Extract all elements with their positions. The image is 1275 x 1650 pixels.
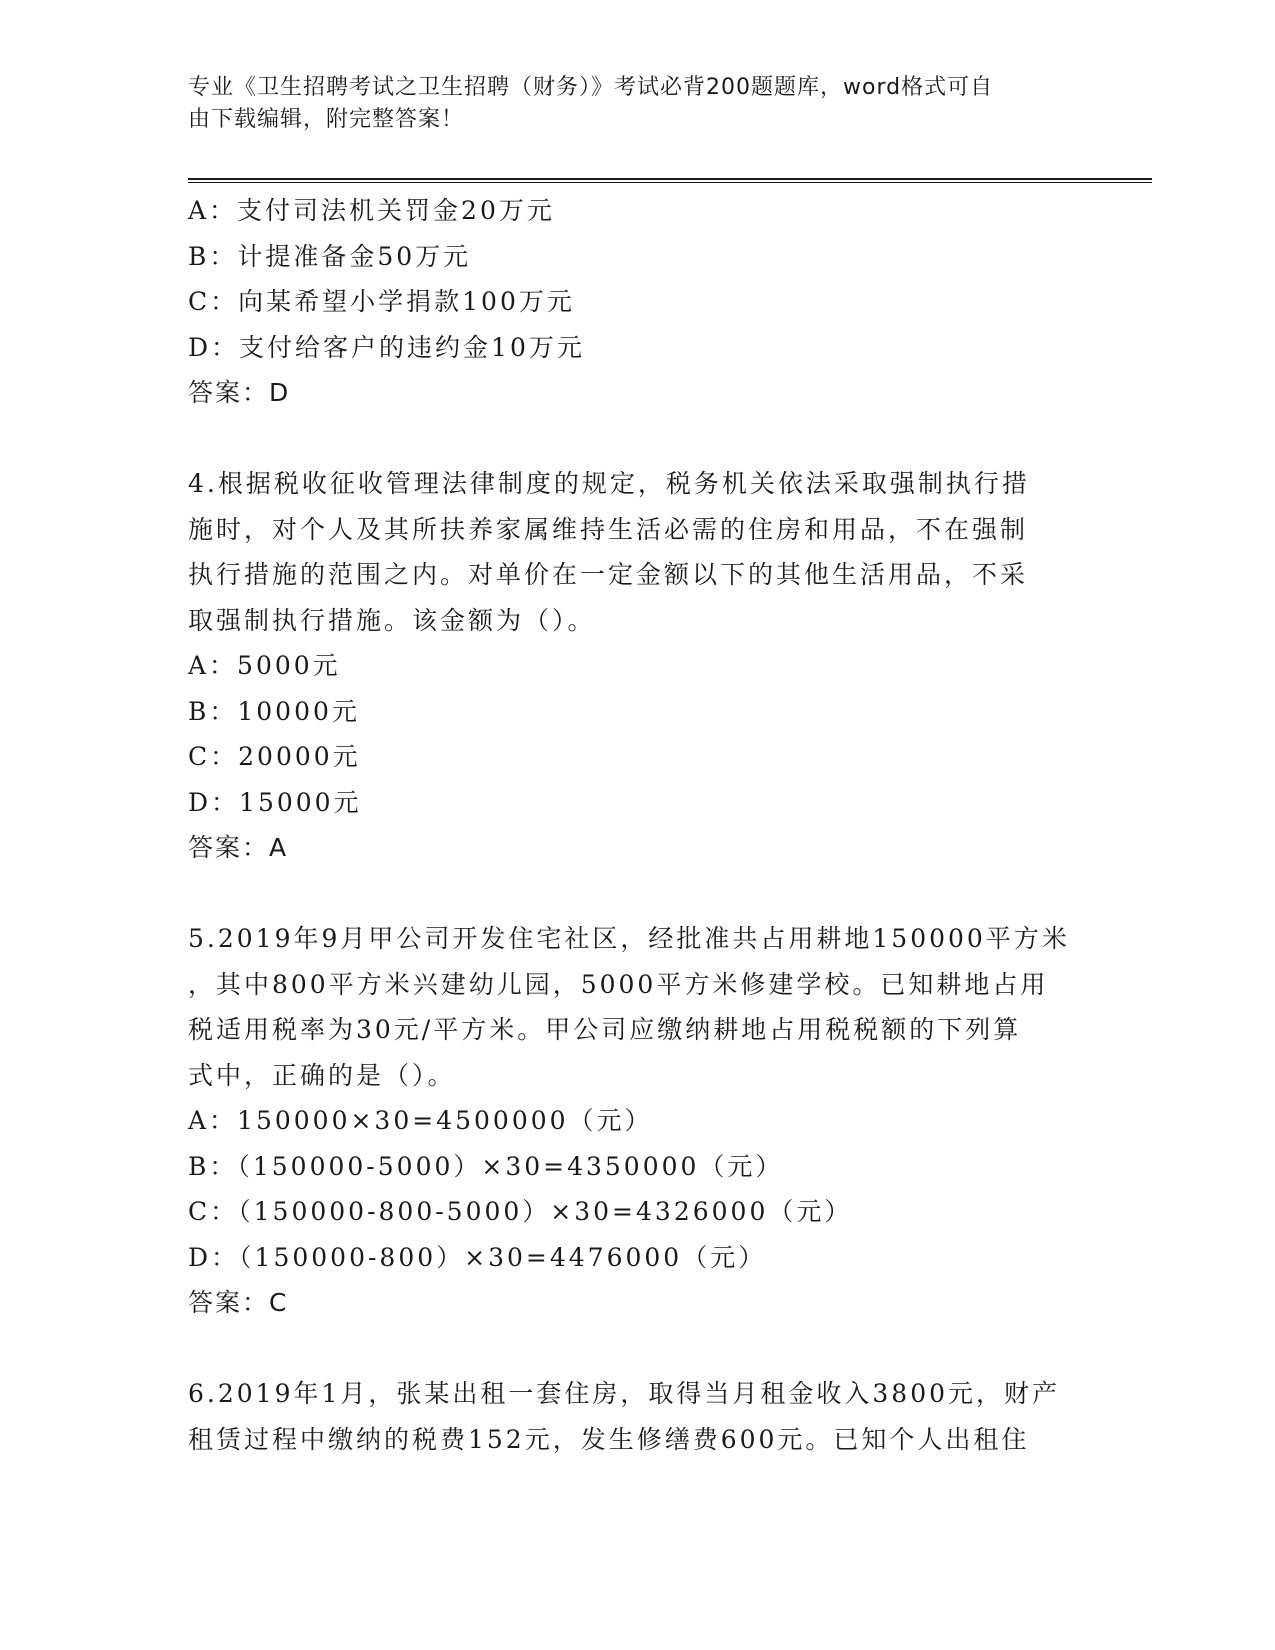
q4-stem-line-1: 4.根据税收征收管理法律制度的规定，税务机关依法采取强制执行措 xyxy=(188,469,1030,498)
q4-answer: 答案：A xyxy=(188,833,289,862)
header-divider xyxy=(188,178,1152,183)
q6-stem-line-1: 6.2019年1月，张某出租一套住房，取得当月租金收入3800元，财产 xyxy=(188,1379,1061,1408)
question-4-block xyxy=(188,461,1088,871)
q3-option-c: C：向某希望小学捐款100万元 xyxy=(188,287,575,316)
q3-option-b: B：计提准备金50万元 xyxy=(188,241,472,271)
q3-option-a: A：支付司法机关罚金20万元 xyxy=(188,196,555,225)
q5-answer: 答案：C xyxy=(188,1288,289,1317)
spacer xyxy=(188,416,1088,462)
document-header xyxy=(188,72,1068,136)
q4-stem-line-2: 施时，对个人及其所扶养家属维持生活必需的住房和用品，不在强制 xyxy=(188,514,1029,544)
q5-stem-line-1: 5.2019年9月甲公司开发住宅社区，经批准共占用耕地150000平方米 xyxy=(188,924,1070,953)
header-title-line-2: 由下载编辑，附完整答案！ xyxy=(188,107,465,132)
question-6-block xyxy=(188,1371,1088,1462)
spacer xyxy=(188,871,1088,917)
q5-stem-line-3: 税适用税率为30元/平方米。甲公司应缴纳耕地占用税税额的下列算 xyxy=(188,1015,1022,1044)
document-body xyxy=(188,188,1088,1462)
q5-option-c: C：（150000-800-5000）×30=4326000（元） xyxy=(188,1197,853,1226)
q5-stem-line-2: ，其中800平方米兴建幼儿园，5000平方米修建学校。已知耕地占用 xyxy=(188,969,1049,999)
q4-stem-line-3: 执行措施的范围之内。对单价在一定金额以下的其他生活用品，不采 xyxy=(188,560,1029,589)
q5-option-b: B：（150000-5000）×30=4350000（元） xyxy=(188,1151,784,1181)
q4-stem-line-4: 取强制执行措施。该金额为（）。 xyxy=(188,605,596,635)
q5-option-d: D：（150000-800）×30=4476000（元） xyxy=(188,1242,767,1272)
q5-stem-line-4: 式中，正确的是（）。 xyxy=(188,1060,456,1090)
question-5-block xyxy=(188,916,1088,1326)
q4-option-d: D：15000元 xyxy=(188,787,362,817)
q3-option-d: D：支付给客户的违约金10万元 xyxy=(188,332,585,362)
question-3-block xyxy=(188,188,1088,416)
q4-option-c: C：20000元 xyxy=(188,742,361,771)
q3-answer: 答案：D xyxy=(188,378,291,407)
q4-option-a: A：5000元 xyxy=(188,651,341,680)
q6-stem-line-2: 租赁过程中缴纳的税费152元，发生修缮费600元。已知个人出租住 xyxy=(188,1424,1030,1454)
spacer xyxy=(188,1326,1088,1372)
header-title-line-1: 专业《卫生招聘考试之卫生招聘（财务）》考试必背200题题库，word格式可自 xyxy=(188,75,994,100)
q5-option-a: A：150000×30=4500000（元） xyxy=(188,1106,653,1135)
q4-option-b: B：10000元 xyxy=(188,696,360,726)
